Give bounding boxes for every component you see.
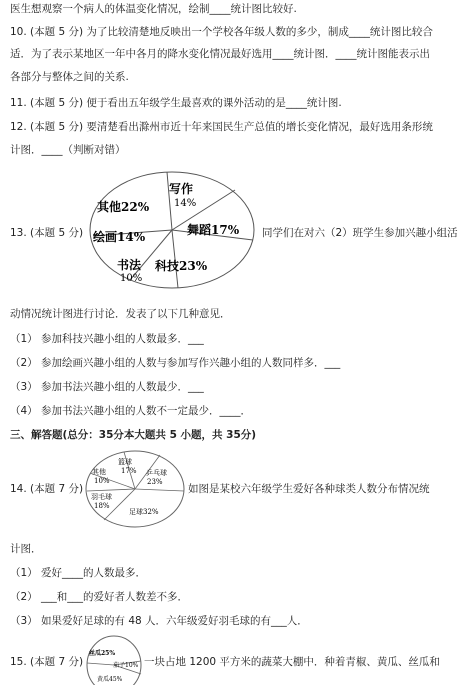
statement-1: （1） 参加科技兴趣小组的人数最多．___ [10,333,204,345]
pie14-basketball-label: 篮球 [118,458,132,466]
question-14-part-2: （2） ___和___的爱好者人数差不多． [10,591,189,603]
question-13-line-2: 动情况统计图进行讨论．发表了以下几种意见． [10,308,231,320]
pie14-pingpong-label: 乒乓球 [146,469,167,477]
pie13-writing-label: 写作 [169,182,194,196]
pie13-dance-label: 舞蹈17% [187,223,240,237]
statement-3: （3） 参加书法兴趣小组的人数最少．___ [10,381,204,393]
question-13-suffix: 同学们在对六（2）班学生参加兴趣小组活 [262,227,458,239]
pie13-calligraphy-label: 书法 [117,258,142,272]
pie13-calligraphy-pct: 10% [120,273,143,284]
pie14-badminton-pct: 18% [94,502,110,510]
pie14-basketball-pct: 17% [121,467,137,475]
question-11: 11. (本题 5 分) 便于看出五年级学生最喜欢的课外活动的是____统计图. [10,97,342,109]
question-15-suffix: 一块占地 1200 平方米的蔬菜大棚中．种着青椒、黄瓜、丝瓜和 [144,656,440,668]
question-14-prefix: 14. (本题 7 分) [10,483,84,495]
text-line-1: 医生想观察一个病人的体温变化情况，绘制____统计图比较好. [10,3,297,15]
question-13-prefix: 13. (本题 5 分) [10,227,84,239]
vegetable-pie-chart [85,634,143,685]
pie15-cucumber-label: 黄瓜45% [97,676,123,683]
pie13-drawing-label: 绘画14% [93,230,146,244]
pie13-writing-pct: 14% [174,198,197,209]
question-12-line-1: 12. (本题 5 分) 要清楚看出滁州市近十年来国民生产总值的增长变化情况，最好选用条形统 [10,121,433,133]
pie14-other-label: 其他 [92,468,106,476]
question-14-part-1: （1） 爱好____的人数最多． [10,567,147,579]
question-14-line-2: 计图． [10,543,42,555]
question-12-line-2: 计图．____（判断对错） [10,144,126,156]
pie14-other-pct: 10% [94,477,110,485]
pie14-badminton-label: 羽毛球 [91,493,112,501]
pie14-football-label: 足球32% [129,508,159,516]
statement-2: （2） 参加绘画兴趣小组的人数与参加写作兴趣小组的人数同样多．___ [10,357,341,369]
question-15-prefix: 15. (本题 7 分) [10,656,84,668]
question-10-line-3: 各部分与整体之间的关系. [10,71,129,83]
pie13-other-label: 其他22% [97,200,150,214]
question-14-suffix: 如图是某校六年级学生爱好各种球类人数分布情况统 [188,483,430,495]
pie15-luffa-label: 丝瓜25% [89,650,116,657]
pie14-pingpong-pct: 23% [147,478,163,486]
question-10-line-1: 10. (本题 5 分) 为了比较清楚地反映出一个学校各年级人数的多少，制成____统计图比较合 [10,26,433,38]
interest-group-pie-chart [85,168,260,293]
section-title: 三、解答题(总分：35分本大题共 5 小题，共 35分) [10,429,257,441]
question-10-line-2: 适．为了表示某地区一年中各月的降水变化情况最好选用____统计图．____统计图能表示出 [10,48,430,60]
ball-games-pie-chart [84,448,187,530]
statement-4: （4） 参加书法兴趣小组的人数不一定最少．____． [10,405,252,417]
pie13-tech-label: 科技23% [155,259,208,273]
pie15-eggplant-label: 茄子10% [113,662,139,669]
question-14-part-3: （3） 如果爱好足球的有 48 人．六年级爱好羽毛球的有___人． [10,615,308,627]
